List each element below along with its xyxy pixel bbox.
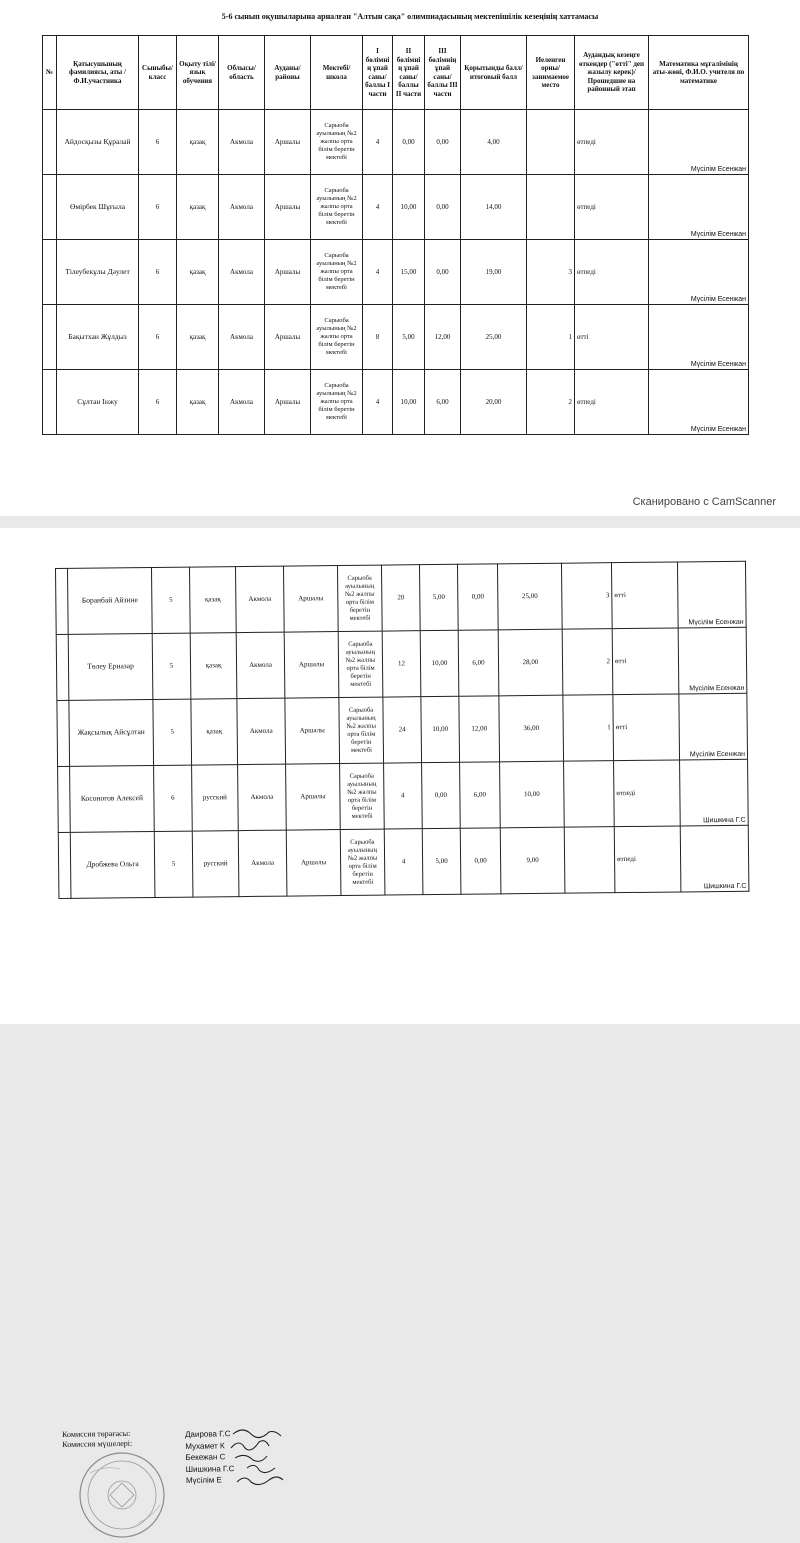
passed-status: өтті bbox=[575, 305, 649, 370]
part-3-score: 0,00 bbox=[457, 564, 498, 630]
place-cell: 2 bbox=[562, 629, 613, 696]
language-cell: қазақ bbox=[177, 110, 219, 175]
grade-cell: 5 bbox=[152, 633, 191, 699]
row-number bbox=[43, 370, 57, 435]
participant-name: Жақсылық Айсұлтан bbox=[69, 699, 154, 766]
row-number bbox=[57, 700, 70, 766]
language-cell: қазақ bbox=[191, 699, 238, 765]
place-cell bbox=[527, 110, 575, 175]
part-1-score: 4 bbox=[363, 370, 393, 435]
row-number bbox=[58, 766, 71, 832]
school-cell: Сарыоба ауылының №2 жалпы орта білім беретін мектебі bbox=[340, 763, 385, 829]
total-score: 9,00 bbox=[500, 827, 565, 894]
part-2-score: 0,00 bbox=[422, 762, 461, 828]
row-number bbox=[43, 175, 57, 240]
region-cell: Акмола bbox=[219, 240, 265, 305]
language-cell: русский bbox=[192, 831, 239, 897]
col-header-district: Ауданы/ районы bbox=[265, 36, 311, 110]
grade-cell: 6 bbox=[139, 175, 177, 240]
participant-name: Боранбай Айзине bbox=[68, 567, 153, 634]
table-row bbox=[43, 110, 749, 175]
row-number bbox=[56, 634, 69, 700]
part-2-score: 10,00 bbox=[420, 630, 459, 696]
passed-status: өтпеді bbox=[614, 826, 681, 893]
total-score: 25,00 bbox=[461, 305, 527, 370]
teacher-name: Шишкина Г.С bbox=[680, 825, 749, 892]
scan-page-2 bbox=[0, 528, 800, 1485]
region-cell: Акмола bbox=[219, 370, 265, 435]
part-1-score: 24 bbox=[383, 697, 422, 763]
row-number bbox=[43, 110, 57, 175]
language-cell: қазақ bbox=[190, 633, 237, 699]
place-cell: 1 bbox=[527, 305, 575, 370]
total-score: 14,00 bbox=[461, 175, 527, 240]
school-cell: Сарыоба ауылының №2 жалпы орта білім беретін мектебі bbox=[311, 305, 363, 370]
district-cell: Аршалы bbox=[286, 764, 341, 831]
passed-status: өтпеді bbox=[575, 110, 649, 175]
language-cell: қазақ bbox=[177, 370, 219, 435]
signatures-icon bbox=[225, 1424, 305, 1496]
region-cell: Акмола bbox=[219, 175, 265, 240]
passed-status: өтті bbox=[611, 562, 678, 629]
total-score: 36,00 bbox=[499, 695, 564, 762]
commission-member: Даирова Г.С bbox=[185, 1429, 231, 1439]
row-number bbox=[43, 240, 57, 305]
col-header-grade: Сыныбы/класс bbox=[139, 36, 177, 110]
grade-cell: 6 bbox=[139, 110, 177, 175]
table-row bbox=[58, 759, 749, 832]
district-cell: Аршалы bbox=[285, 698, 340, 765]
col-header-part-3: III бөлімнің ұпай саны/ баллы III части bbox=[425, 36, 461, 110]
results-table-page-1 bbox=[42, 35, 749, 435]
participant-name: Косоногов Алексей bbox=[70, 765, 155, 832]
grade-cell: 5 bbox=[153, 699, 192, 765]
school-cell: Сарыоба ауылының №2 жалпы орта білім беретін мектебі bbox=[311, 110, 363, 175]
teacher-name: Шишкина Г.С bbox=[680, 759, 749, 826]
place-cell bbox=[527, 175, 575, 240]
part-2-score: 5,00 bbox=[393, 305, 425, 370]
table-row bbox=[43, 305, 749, 370]
total-score: 19,00 bbox=[461, 240, 527, 305]
district-cell: Аршалы bbox=[284, 632, 339, 699]
part-3-score: 6,00 bbox=[458, 630, 499, 696]
part-1-score: 8 bbox=[363, 305, 393, 370]
participant-name: Бақытхан Жұлдыз bbox=[57, 305, 139, 370]
commission-member: Бекежан С bbox=[185, 1452, 226, 1462]
table-row bbox=[43, 240, 749, 305]
col-header-total: Қорытынды балл/ итоговый балл bbox=[461, 36, 527, 110]
grade-cell: 5 bbox=[154, 831, 193, 897]
table-row bbox=[56, 627, 747, 700]
district-cell: Аршалы bbox=[265, 370, 311, 435]
total-score: 25,00 bbox=[497, 563, 562, 630]
commission-member: Шишкина Г.С bbox=[185, 1463, 235, 1474]
grade-cell: 6 bbox=[154, 765, 193, 831]
passed-status: өтпеді bbox=[614, 760, 681, 827]
col-header-part-2: II бөлімнің ұпай саны/ баллы II части bbox=[393, 36, 425, 110]
part-1-score: 12 bbox=[382, 631, 421, 697]
region-cell: Акмола bbox=[219, 110, 265, 175]
part-1-score: 4 bbox=[363, 110, 393, 175]
col-header-language: Оқыту тілі/ язык обучения bbox=[177, 36, 219, 110]
passed-status: өтті bbox=[612, 628, 679, 695]
total-score: 10,00 bbox=[500, 761, 565, 828]
place-cell bbox=[564, 827, 615, 894]
col-header-part-1: I бөлімнің ұпай саны/ баллы I части bbox=[363, 36, 393, 110]
grade-cell: 5 bbox=[151, 567, 190, 633]
language-cell: қазақ bbox=[177, 240, 219, 305]
col-header-participant: Қатысушының фамилиясы, аты /Ф.И.участника bbox=[57, 36, 139, 110]
part-2-score: 10,00 bbox=[393, 175, 425, 240]
place-cell: 1 bbox=[563, 695, 614, 762]
district-cell: Аршалы bbox=[265, 175, 311, 240]
table-row bbox=[43, 175, 749, 240]
table-row bbox=[58, 825, 749, 898]
table-row bbox=[43, 370, 749, 435]
part-3-score: 0,00 bbox=[460, 828, 501, 894]
passed-status: өтті bbox=[613, 694, 680, 761]
school-cell: Сарыоба ауылының №2 жалпы орта білім беретін мектебі bbox=[311, 240, 363, 305]
total-score: 4,00 bbox=[461, 110, 527, 175]
place-cell: 3 bbox=[561, 563, 612, 630]
col-header-passed: Аудандық кезеңге өткендер ("өтті" деп жазылу керек)/ Прошедшие на районный этап bbox=[575, 36, 649, 110]
col-header-number: № bbox=[43, 36, 57, 110]
teacher-name: Мүсілім Есенжан bbox=[679, 693, 748, 760]
passed-status: өтпеді bbox=[575, 240, 649, 305]
part-2-score: 5,00 bbox=[422, 828, 461, 894]
part-2-score: 0,00 bbox=[393, 110, 425, 175]
language-cell: қазақ bbox=[177, 175, 219, 240]
school-cell: Сарыоба ауылының №2 жалпы орта білім беретін мектебі bbox=[340, 829, 385, 895]
part-3-score: 0,00 bbox=[425, 175, 461, 240]
part-3-score: 12,00 bbox=[425, 305, 461, 370]
part-1-score: 4 bbox=[363, 240, 393, 305]
region-cell: Акмола bbox=[238, 764, 287, 830]
teacher-name: Мүсілім Есенжан bbox=[649, 110, 749, 175]
table-row bbox=[56, 561, 747, 634]
grade-cell: 6 bbox=[139, 240, 177, 305]
col-header-region: Облысы/ область bbox=[219, 36, 265, 110]
commission-labels bbox=[62, 1429, 132, 1450]
part-1-score: 4 bbox=[384, 763, 423, 829]
teacher-name: Мүсілім Есенжан bbox=[649, 175, 749, 240]
row-number bbox=[43, 305, 57, 370]
school-cell: Сарыоба ауылының №2 жалпы орта білім беретін мектебі bbox=[311, 175, 363, 240]
district-cell: Аршалы bbox=[265, 305, 311, 370]
district-cell: Аршалы bbox=[265, 240, 311, 305]
col-header-school: Мектебі/ школа bbox=[311, 36, 363, 110]
part-3-score: 0,00 bbox=[425, 110, 461, 175]
header-row bbox=[43, 36, 749, 110]
region-cell: Акмола bbox=[236, 632, 285, 698]
region-cell: Акмола bbox=[238, 830, 287, 896]
teacher-name: Мүсілім Есенжан bbox=[649, 305, 749, 370]
part-3-score: 6,00 bbox=[425, 370, 461, 435]
commission-chair-label: Комиссия төрағасы: bbox=[62, 1428, 131, 1439]
school-cell: Сарыоба ауылының №2 жалпы орта білім беретін мектебі bbox=[311, 370, 363, 435]
part-3-score: 6,00 bbox=[460, 762, 501, 828]
protocol-title: 5-6 сынып оқушыларына арналған "Алтын сақа" олимпиадасының мектепішілік кезеңінің хаттамасы bbox=[221, 12, 599, 21]
participant-name: Тілеубекұлы Дәулет bbox=[57, 240, 139, 305]
part-2-score: 15,00 bbox=[393, 240, 425, 305]
district-cell: Аршалы bbox=[286, 830, 341, 897]
part-1-score: 4 bbox=[363, 175, 393, 240]
commission-member: Мухамет К bbox=[185, 1440, 225, 1451]
participant-name: Дробжева Ольга bbox=[70, 831, 155, 898]
total-score: 28,00 bbox=[498, 629, 563, 696]
participant-name: Сұлтан Інжу bbox=[57, 370, 139, 435]
total-score: 20,00 bbox=[461, 370, 527, 435]
row-number bbox=[58, 832, 71, 898]
teacher-name: Мүсілім Есенжан bbox=[678, 627, 747, 694]
school-cell: Сарыоба ауылының №2 жалпы орта білім беретін мектебі bbox=[337, 565, 382, 631]
grade-cell: 6 bbox=[139, 370, 177, 435]
passed-status: өтпеді bbox=[575, 370, 649, 435]
round-stamp-icon bbox=[60, 1443, 190, 1543]
scanner-watermark: Сканировано с CamScanner bbox=[632, 496, 776, 508]
teacher-name: Мүсілім Есенжан bbox=[649, 370, 749, 435]
table-row bbox=[57, 693, 748, 766]
language-cell: қазақ bbox=[189, 567, 236, 633]
district-cell: Аршалы bbox=[283, 566, 338, 633]
school-cell: Сарыоба ауылының №2 жалпы орта білім беретін мектебі bbox=[339, 697, 384, 763]
language-cell: қазақ bbox=[177, 305, 219, 370]
part-2-score: 10,00 bbox=[393, 370, 425, 435]
row-number bbox=[56, 568, 69, 634]
region-cell: Акмола bbox=[219, 305, 265, 370]
part-1-score: 20 bbox=[381, 565, 420, 631]
participant-name: Төлеу Ерназар bbox=[68, 633, 153, 700]
col-header-teacher: Математика мұғалімінің аты-жөні, Ф.И.О. учителя по математике bbox=[649, 36, 749, 110]
participant-name: Өмірбек Шұғыла bbox=[57, 175, 139, 240]
passed-status: өтпеді bbox=[575, 175, 649, 240]
school-cell: Сарыоба ауылының №2 жалпы орта білім беретін мектебі bbox=[338, 631, 383, 697]
grade-cell: 6 bbox=[139, 305, 177, 370]
teacher-name: Мүсілім Есенжан bbox=[677, 561, 746, 628]
part-1-score: 4 bbox=[384, 829, 423, 895]
part-2-score: 5,00 bbox=[419, 564, 458, 630]
part-3-score: 0,00 bbox=[425, 240, 461, 305]
scan-page-1 bbox=[0, 0, 800, 516]
region-cell: Акмола bbox=[237, 698, 286, 764]
district-cell: Аршалы bbox=[265, 110, 311, 175]
results-table-page-2 bbox=[55, 561, 749, 899]
part-2-score: 10,00 bbox=[421, 696, 460, 762]
region-cell: Акмола bbox=[235, 566, 284, 632]
place-cell: 3 bbox=[527, 240, 575, 305]
teacher-name: Мүсілім Есенжан bbox=[649, 240, 749, 305]
place-cell: 2 bbox=[527, 370, 575, 435]
commission-members-label: Комиссия мүшелері: bbox=[62, 1438, 133, 1449]
commission-member: Мүсілім Е bbox=[185, 1475, 222, 1485]
participant-name: Айдосқызы Құралай bbox=[57, 110, 139, 175]
language-cell: русский bbox=[192, 765, 239, 831]
col-header-place: Иеленген орны/ занимаемое место bbox=[527, 36, 575, 110]
place-cell bbox=[564, 761, 615, 828]
part-3-score: 12,00 bbox=[459, 696, 500, 762]
